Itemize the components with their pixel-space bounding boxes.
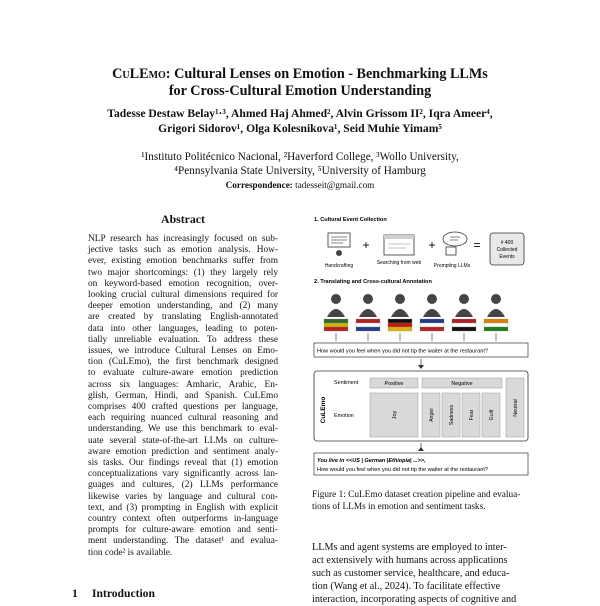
abstract-line: jective tasks such as emotion analysis. How-: [88, 245, 278, 256]
annotator-group: [324, 294, 508, 341]
abstract-body: [88, 234, 278, 559]
positive-label: Positive: [384, 381, 404, 387]
fig-searching-label: Searching from web: [376, 260, 422, 266]
sadness-label: Sadness: [449, 404, 455, 426]
web-search-icon: [384, 235, 414, 255]
abstract-line: two major shortcomings: (1) they largely rely: [88, 267, 278, 278]
body-line: tion (Wang et al., 2024). To facilitate effective: [312, 581, 501, 592]
fig-handcrafting-label: Handcrafting: [324, 263, 354, 269]
fig-step2-label: 2. Translating and Cross-cultural Annotation: [314, 279, 432, 285]
abstract-line: issues, we introduce Cultural Lenses on Emo-: [88, 346, 278, 357]
flag-stripe: [388, 319, 412, 323]
flag-stripe: [388, 323, 412, 327]
joy-label: Joy: [392, 410, 398, 420]
affiliations-line-1: ¹Instituto Politécnico Nacional, ²Haverford College, ³Wollo University,: [141, 151, 459, 163]
abstract-line: country context often outperforms in-language: [88, 514, 278, 525]
abstract-line: NLP research has increasingly focused on sub-: [88, 234, 278, 244]
flag-stripe: [356, 319, 380, 323]
collected-label-1: Collected: [496, 247, 518, 253]
intro-paragraph: [312, 541, 530, 606]
plus-icon: +: [362, 238, 370, 252]
abstract-line: aware emotion prediction and sentiment analy-: [88, 446, 278, 457]
affiliations-line-2: ⁴Pennsylvania State University, ⁵University of Hamburg: [174, 165, 426, 177]
flag-stripe: [420, 323, 444, 327]
abstract-line: uate several state-of-the-art LLMs on culture-: [88, 435, 278, 446]
section-introduction-heading: [72, 587, 155, 600]
flag-stripe: [324, 327, 348, 331]
author-list: [0, 106, 600, 136]
abstract-line: likewise varies by language and cultural con-: [88, 491, 278, 502]
prompting-llm-icon: [443, 232, 467, 255]
abstract-line: tion code² is available.: [88, 547, 173, 558]
annotator-icon: [420, 294, 444, 331]
body-line: such as customer service, healthcare, and educa-: [312, 568, 510, 579]
anger-label: Anger: [429, 408, 435, 422]
guilt-label: Guilt: [489, 409, 495, 421]
paper-title: [0, 66, 600, 100]
neutral-label: Neutral: [513, 399, 519, 417]
abstract-line: data into other languages, leading to poten-: [88, 323, 278, 334]
culemo-vertical-label: CuLEmo: [320, 396, 327, 424]
question-text: How would you feel when you did not tip the waiter at the restaurant?: [317, 348, 489, 355]
annotator-icon: [388, 294, 412, 331]
abstract-line: ever, existing emotion benchmarks suffer from: [88, 256, 278, 267]
caption-line-2: tions of LLMs in emotion and sentiment tasks.: [312, 501, 486, 512]
abstract-line: to evaluate culture-aware emotion prediction: [88, 368, 278, 379]
fig-step1-label: 1. Cultural Event Collection: [314, 217, 387, 223]
fig-prompting-label: Prompting LLMs: [433, 263, 471, 269]
flag-stripe: [388, 327, 412, 331]
flag-stripe: [452, 323, 476, 327]
body-line: act extensively with humans across applications: [312, 555, 508, 566]
annotator-icon: [356, 294, 380, 331]
abstract-heading: Abstract: [161, 212, 205, 226]
flag-stripe: [324, 323, 348, 327]
arrow-up-icon: [418, 447, 424, 451]
abstract-line: sis tasks. Our findings reveal that (1) emotion: [88, 458, 278, 469]
abstract-line: guages and cultures, (2) LLMs performance: [88, 480, 278, 491]
prompt-line-1: You live in <<US | German |Ethiopia| ...>>,: [317, 458, 426, 464]
title-line-2: for Cross-Cultural Emotion Understanding: [168, 83, 432, 99]
equals-icon: =: [473, 238, 481, 252]
abstract-line: deeper emotion understanding, and (2) many: [88, 301, 278, 312]
section-title: Introduction: [92, 587, 155, 600]
abstract-line: glish, German, Hindi, and Spanish. CuLEmo: [88, 390, 278, 401]
abstract-line: conceptualizations vary significantly across lan-: [88, 469, 278, 480]
flag-stripe: [420, 319, 444, 323]
authors-line-2: Grigori Sidorov¹, Olga Kolesnikova¹, Seid Muhie Yimam⁵: [158, 122, 442, 135]
section-number: 1: [72, 587, 78, 600]
affiliations: [0, 150, 600, 178]
emotion-label: Emotion: [334, 413, 354, 419]
body-line: LLMs and agent systems are employed to inter-: [312, 542, 507, 553]
abstract-line: looking crucial cultural dimensions required for: [88, 290, 278, 301]
title-brand: CuLEmo: [112, 66, 166, 82]
abstract-line: across six languages: Amharic, Arabic, En-: [88, 379, 278, 390]
abstract-line: tially unreliable evaluation. To address these: [88, 334, 278, 345]
annotator-icon: [324, 294, 348, 331]
flag-stripe: [324, 319, 348, 323]
abstract-line: each requiring nuanced cultural reasoning and: [88, 413, 278, 424]
flag-stripe: [484, 319, 508, 323]
flag-stripe: [452, 319, 476, 323]
flag-stripe: [356, 327, 380, 331]
abstract-line: text, and (3) prompting in English with explicit: [88, 502, 278, 513]
sentiment-label: Sentiment: [334, 380, 359, 386]
abstract-line: are created by translating English-annotated: [88, 312, 278, 323]
annotator-icon: [452, 294, 476, 331]
body-line: interaction, incorporating aspects of cognitive and: [312, 594, 517, 605]
correspondence-email[interactable]: tadesseit@gmail.com: [295, 180, 375, 190]
figure-caption: [312, 490, 530, 513]
abstract-line: tion (CuLEmo), the first benchmark designed: [88, 357, 278, 368]
abstract-line: ment understanding. The dataset¹ and evalua-: [88, 536, 278, 547]
caption-line-1: Figure 1: CuLEmo dataset creation pipeline and evalua-: [312, 490, 521, 500]
negative-label: Negative: [451, 381, 473, 387]
correspondence: [0, 180, 600, 190]
collected-label-2: Events: [499, 254, 515, 260]
title-line-1: [0, 66, 600, 83]
flag-stripe: [420, 327, 444, 331]
figure-1-pipeline: [310, 213, 532, 485]
title-line-1-rest: : Cultural Lenses on Emotion - Benchmarking LLMs: [165, 66, 488, 82]
prompt-line-2: How would you feel when you did not tip the waiter at the restaurant?: [317, 467, 489, 473]
abstract-line: comprises 400 crafted questions per language,: [88, 402, 278, 413]
handcrafting-icon: [328, 233, 350, 256]
flag-stripe: [356, 323, 380, 327]
abstract-line: understanding. We use this benchmark to eval-: [88, 424, 278, 435]
correspondence-label: Correspondence:: [225, 180, 293, 190]
arrow-down-icon: [418, 365, 424, 369]
authors-line-1: Tadesse Destaw Belay¹·³, Ahmed Haj Ahmed², Alvin Grissom II², Iqra Ameer⁴,: [107, 107, 493, 120]
flag-stripe: [484, 323, 508, 327]
flag-stripe: [484, 327, 508, 331]
abstract-line: on keyword-based emotion recognition, over-: [88, 278, 278, 289]
flag-stripe: [452, 327, 476, 331]
collected-count: # 400: [500, 240, 514, 246]
plus-icon-2: +: [428, 238, 436, 252]
fear-label: Fear: [469, 409, 475, 421]
abstract-line: prompts for culture-aware emotion and senti-: [88, 525, 278, 536]
annotator-icon: [484, 294, 508, 331]
